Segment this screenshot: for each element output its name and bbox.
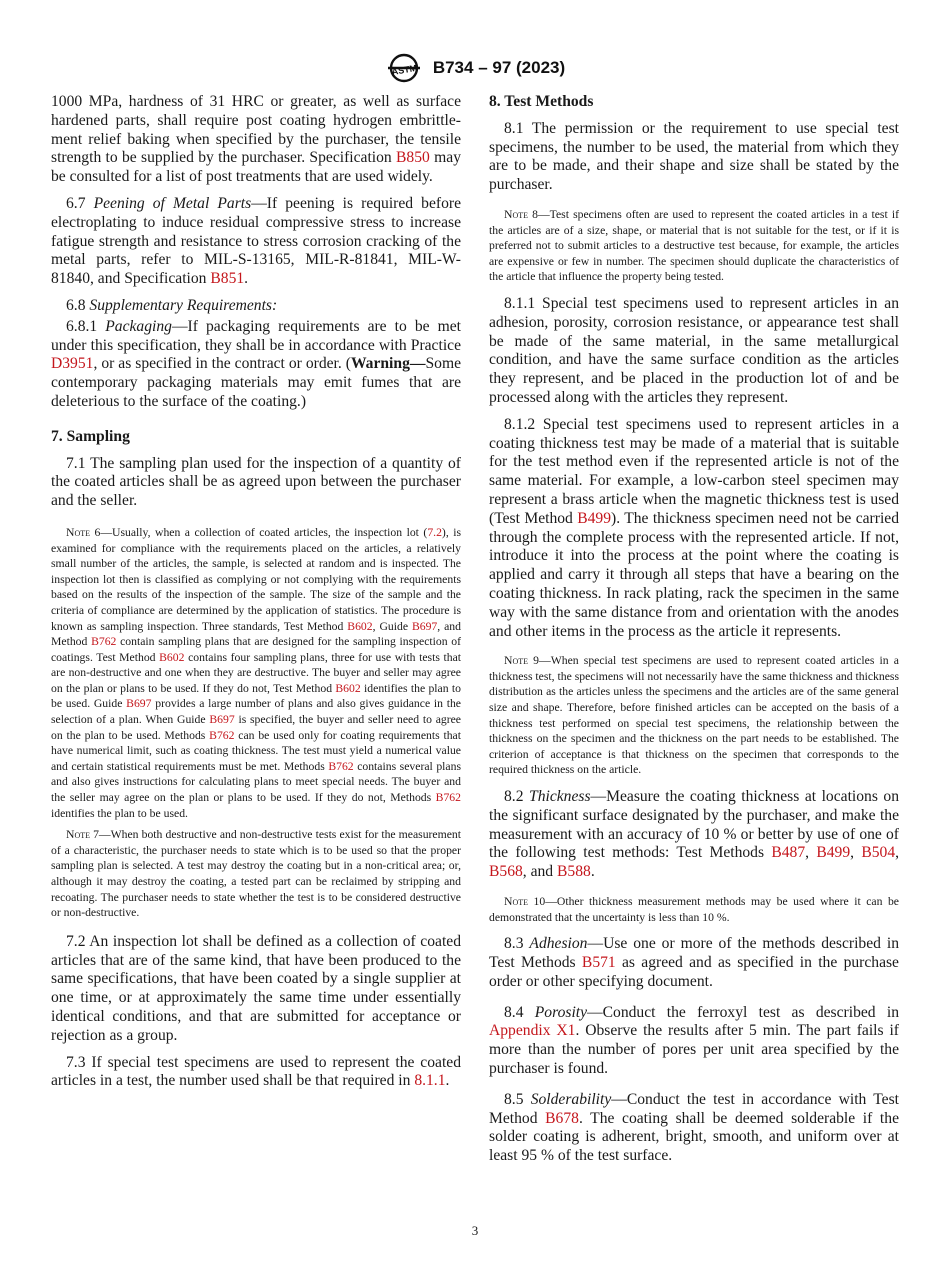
page-header (0, 52, 950, 84)
link-b568[interactable]: B568 (489, 863, 523, 881)
link-b588[interactable]: B588 (557, 863, 591, 881)
link-b499[interactable]: B499 (577, 509, 612, 527)
svg-text:ASTM: ASTM (390, 62, 418, 78)
note-6: Note 6—Usually, when a collection of coated articles, the inspection lot (7.2), is examined for compliance with the requirements placed on the articles, a relatively small number of the articles, the sample, is selected at random and is inspected. The inspection lot then is classified as complying or not complying with the requirements based on the results of the inspection of the sample. The size of the sample and the criteria of compliance are determined by the application of statistics. The procedure is known as sampling inspection. Three standards, Test Method B602, Guide B697, and Method B762 contain sampling plans that are designed for the sampling inspection of coatings. Test Method B602 contains four sampling plans, three for use with tests that are non-destructive and one when they are destructive. The buyer and seller may agree on the plan or plans to be used. If they do not, Test Method B602 identifies the plan to be used. Guide B697 provides a large number of plans and also gives guidance in the selection of a plan. When Guide B697 is specified, the buyer and seller need to agree on the plan to be used. Methods B762 can be used only for coating requirements that have numerical limit, such as coating thickness. The test must yield a numerical value and certain statistical requirements must be met. Methods B762 contains several plans and also gives instructions for calculating plans to meet special needs. The buyer and the seller may agree on the plan or plans to be used. If they do not, Methods B762 identifies the plan to be used. (51, 525, 462, 820)
note-7: Note 7—When both destructive and non-destructive tests exist for the measurement of a characteristic, the purchaser needs to state which is to be used so that the proper sampling plan is selected. A test may destroy the coating but in a non-critical area; or, although it may destroy the coating, a tested part can be reclaimed by stripping and recoating. The purchaser needs to state whether the test is to be considered destructive or non-destructive. (51, 828, 461, 920)
link-b602[interactable]: B602 (159, 650, 185, 664)
link-b602[interactable]: B602 (335, 681, 361, 695)
link-b487[interactable]: B487 (771, 844, 806, 862)
paragraph-8-5: 8.5 Solderability—Conduct the test in accordance with Test Method B678. The coating shall be deemed solderable if the solder coating is adherent, bright, smooth, and uniform over at least 95 % of the test surface. (489, 1090, 899, 1165)
paragraph-7-2: 7.2 An inspection lot shall be defined as a collection of coated articles that are of the same kind, that have been produced to the same specifications, that have been coated by a single supplier at one time, or at approximately the same time under essentially identical conditions, and that are submitted for acceptance or rejection as a group. (51, 932, 461, 1044)
astm-logo-icon (385, 52, 423, 84)
page-number: 3 (471, 1223, 479, 1238)
link-b678[interactable]: B678 (545, 1109, 579, 1127)
link-b851[interactable]: B851 (210, 270, 245, 288)
link-b571[interactable]: B571 (581, 954, 616, 972)
link-b697[interactable]: B697 (126, 697, 152, 711)
note-9: Note 9—When special test specimens are used to represent coated articles in a thickness test, the specimens will not necessarily have the same thickness and thickness distribution as the articles unless the specimens and the articles are of the same general size and shape. Therefore, before finished articles can be accepted on the basis of a thickness test performed on special test specimens, the relationship between the thickness on the specimen and the thickness on the part needs to be established. The criterion of acceptance is that thickness on the specimen that corresponds to the required thickness on the article. (489, 654, 899, 777)
paragraph-8-1-1: 8.1.1 Special test specimens used to represent articles in an adhesion, porosity, corrosion resistance, or appearance test shall be made of the same material, in the same metallurgical condition, and have the same surface condition as the articles they represent, and be placed in the production lot of and be processed along with the articles they represent. (489, 294, 899, 406)
paragraph-8-1-2: 8.1.2 Special test specimens used to represent articles in a coating thickness test may be made of a material that is suitable for the test method even if the represented article is not of the same material. For example, a low-carbon steel specimen may represent a brass article when the magnetic thickness test is used (Test Method B499). The thickness specimen need not be carried through the complete process with the represented article. If not, introduce it into the process at the point where the coating is applied and carry it through all steps that have a bearing on the coating thickness. In rack plating, rack the specimen in the same way with the same distance from and orientation with the anodes and other items in the process as the article it represents. (489, 415, 899, 640)
paragraph-8-1: 8.1 The permission or the requirement to use special test specimens, the number to be used, the material from which they are to be made, and their shape and size shall be stated by the purchaser. (489, 119, 899, 194)
paragraph-8-2: 8.2 Thickness—Measure the coating thickness at locations on the significant surface designated by the purchaser, and make the measurement with an accuracy of 10 % or better by use of one of the following test methods: Test Methods B487, B499, B504, B568, and B588. (489, 788, 900, 881)
link-b697[interactable]: B697 (209, 713, 235, 727)
paragraph-8-4: 8.4 Porosity—Conduct the ferroxyl test as described in Appendix X1. Observe the results after 5 min. The part fails if more than the number of pores per unit area specified by the purchaser is found. (489, 1003, 899, 1077)
standard-designation: B734 – 97 (2023) (432, 58, 566, 77)
link-8-1-1[interactable]: 8.1.1 (414, 1072, 446, 1090)
note-8: Note 8—Test specimens often are used to represent the coated articles in a test if the articles are of a size, shape, or material that is not suitable for the test, or if it is preferred not to submit articles to a destructive test because, for example, the articles are expensive or few in number. The specimen should duplicate the characteristics of the article that influence the property being tested. (489, 207, 899, 284)
left-column (51, 93, 461, 1099)
link-b850[interactable]: B850 (396, 149, 430, 167)
link-7-2[interactable]: 7.2 (427, 525, 442, 539)
section-8-heading: 8. Test Methods (489, 93, 594, 110)
link-b762[interactable]: B762 (209, 728, 235, 742)
paragraph-6-7: 6.7 Peening of Metal Parts—If peening is required before electroplating to induce residual compressive stress to increase fatigue strength and resistance to stress corrosion cracking of the metal parts, refer to MIL-S-13165, MIL-R-81841, MIL-W-81840, and Specification B851. (51, 194, 461, 288)
link-b504[interactable]: B504 (861, 844, 896, 862)
paragraph-6-8-1: 6.8.1 Packaging—If packaging requirements are to be met under this specification, they shall be in accordance with Practice D3951, or as specified in the contract or order. (Warning—Some contemporary packaging materials may emit fumes that are deleterious to the surface of the coating.) (51, 317, 461, 410)
paragraph-8-3: 8.3 Adhesion—Use one or more of the methods described in Test Methods B571 as agreed and as specified in the purchase order or other specifying document. (489, 935, 900, 990)
paragraph-6-6-continued: 1000 MPa, hardness of 31 HRC or greater, as well as surface hardened parts, shall require post coating hydrogen embrittle-ment relief baking when specified by the purchaser, the tensile strength to be supplied by the purchaser. Specification B850 may be consulted for a list of post treatments that are used widely. (51, 93, 461, 186)
right-column (489, 93, 899, 1174)
link-d3951[interactable]: D3951 (51, 355, 94, 373)
link-b762[interactable]: B762 (435, 791, 461, 805)
link-b762[interactable]: B762 (91, 635, 117, 649)
note-10: Note 10—Other thickness measurement methods may be used where it can be demonstrated that the uncertainty is less than 10 %. (489, 895, 899, 924)
link-b762[interactable]: B762 (328, 759, 354, 773)
paragraph-7-3: 7.3 If special test specimens are used to represent the coated articles in a test, the number used shall be that required in 8.1.1. (51, 1053, 461, 1090)
section-7-heading: 7. Sampling (51, 427, 130, 445)
link-b602[interactable]: B602 (347, 619, 373, 633)
paragraph-7-1: 7.1 The sampling plan used for the inspection of a quantity of the coated articles shall be as agreed upon between the purchaser and the seller. (51, 454, 461, 510)
link-b499[interactable]: B499 (816, 844, 851, 862)
link-b697[interactable]: B697 (411, 619, 438, 633)
link-appendix-x1[interactable]: Appendix X1 (489, 1022, 576, 1040)
paragraph-6-8: 6.8 Supplementary Requirements: (66, 296, 278, 314)
